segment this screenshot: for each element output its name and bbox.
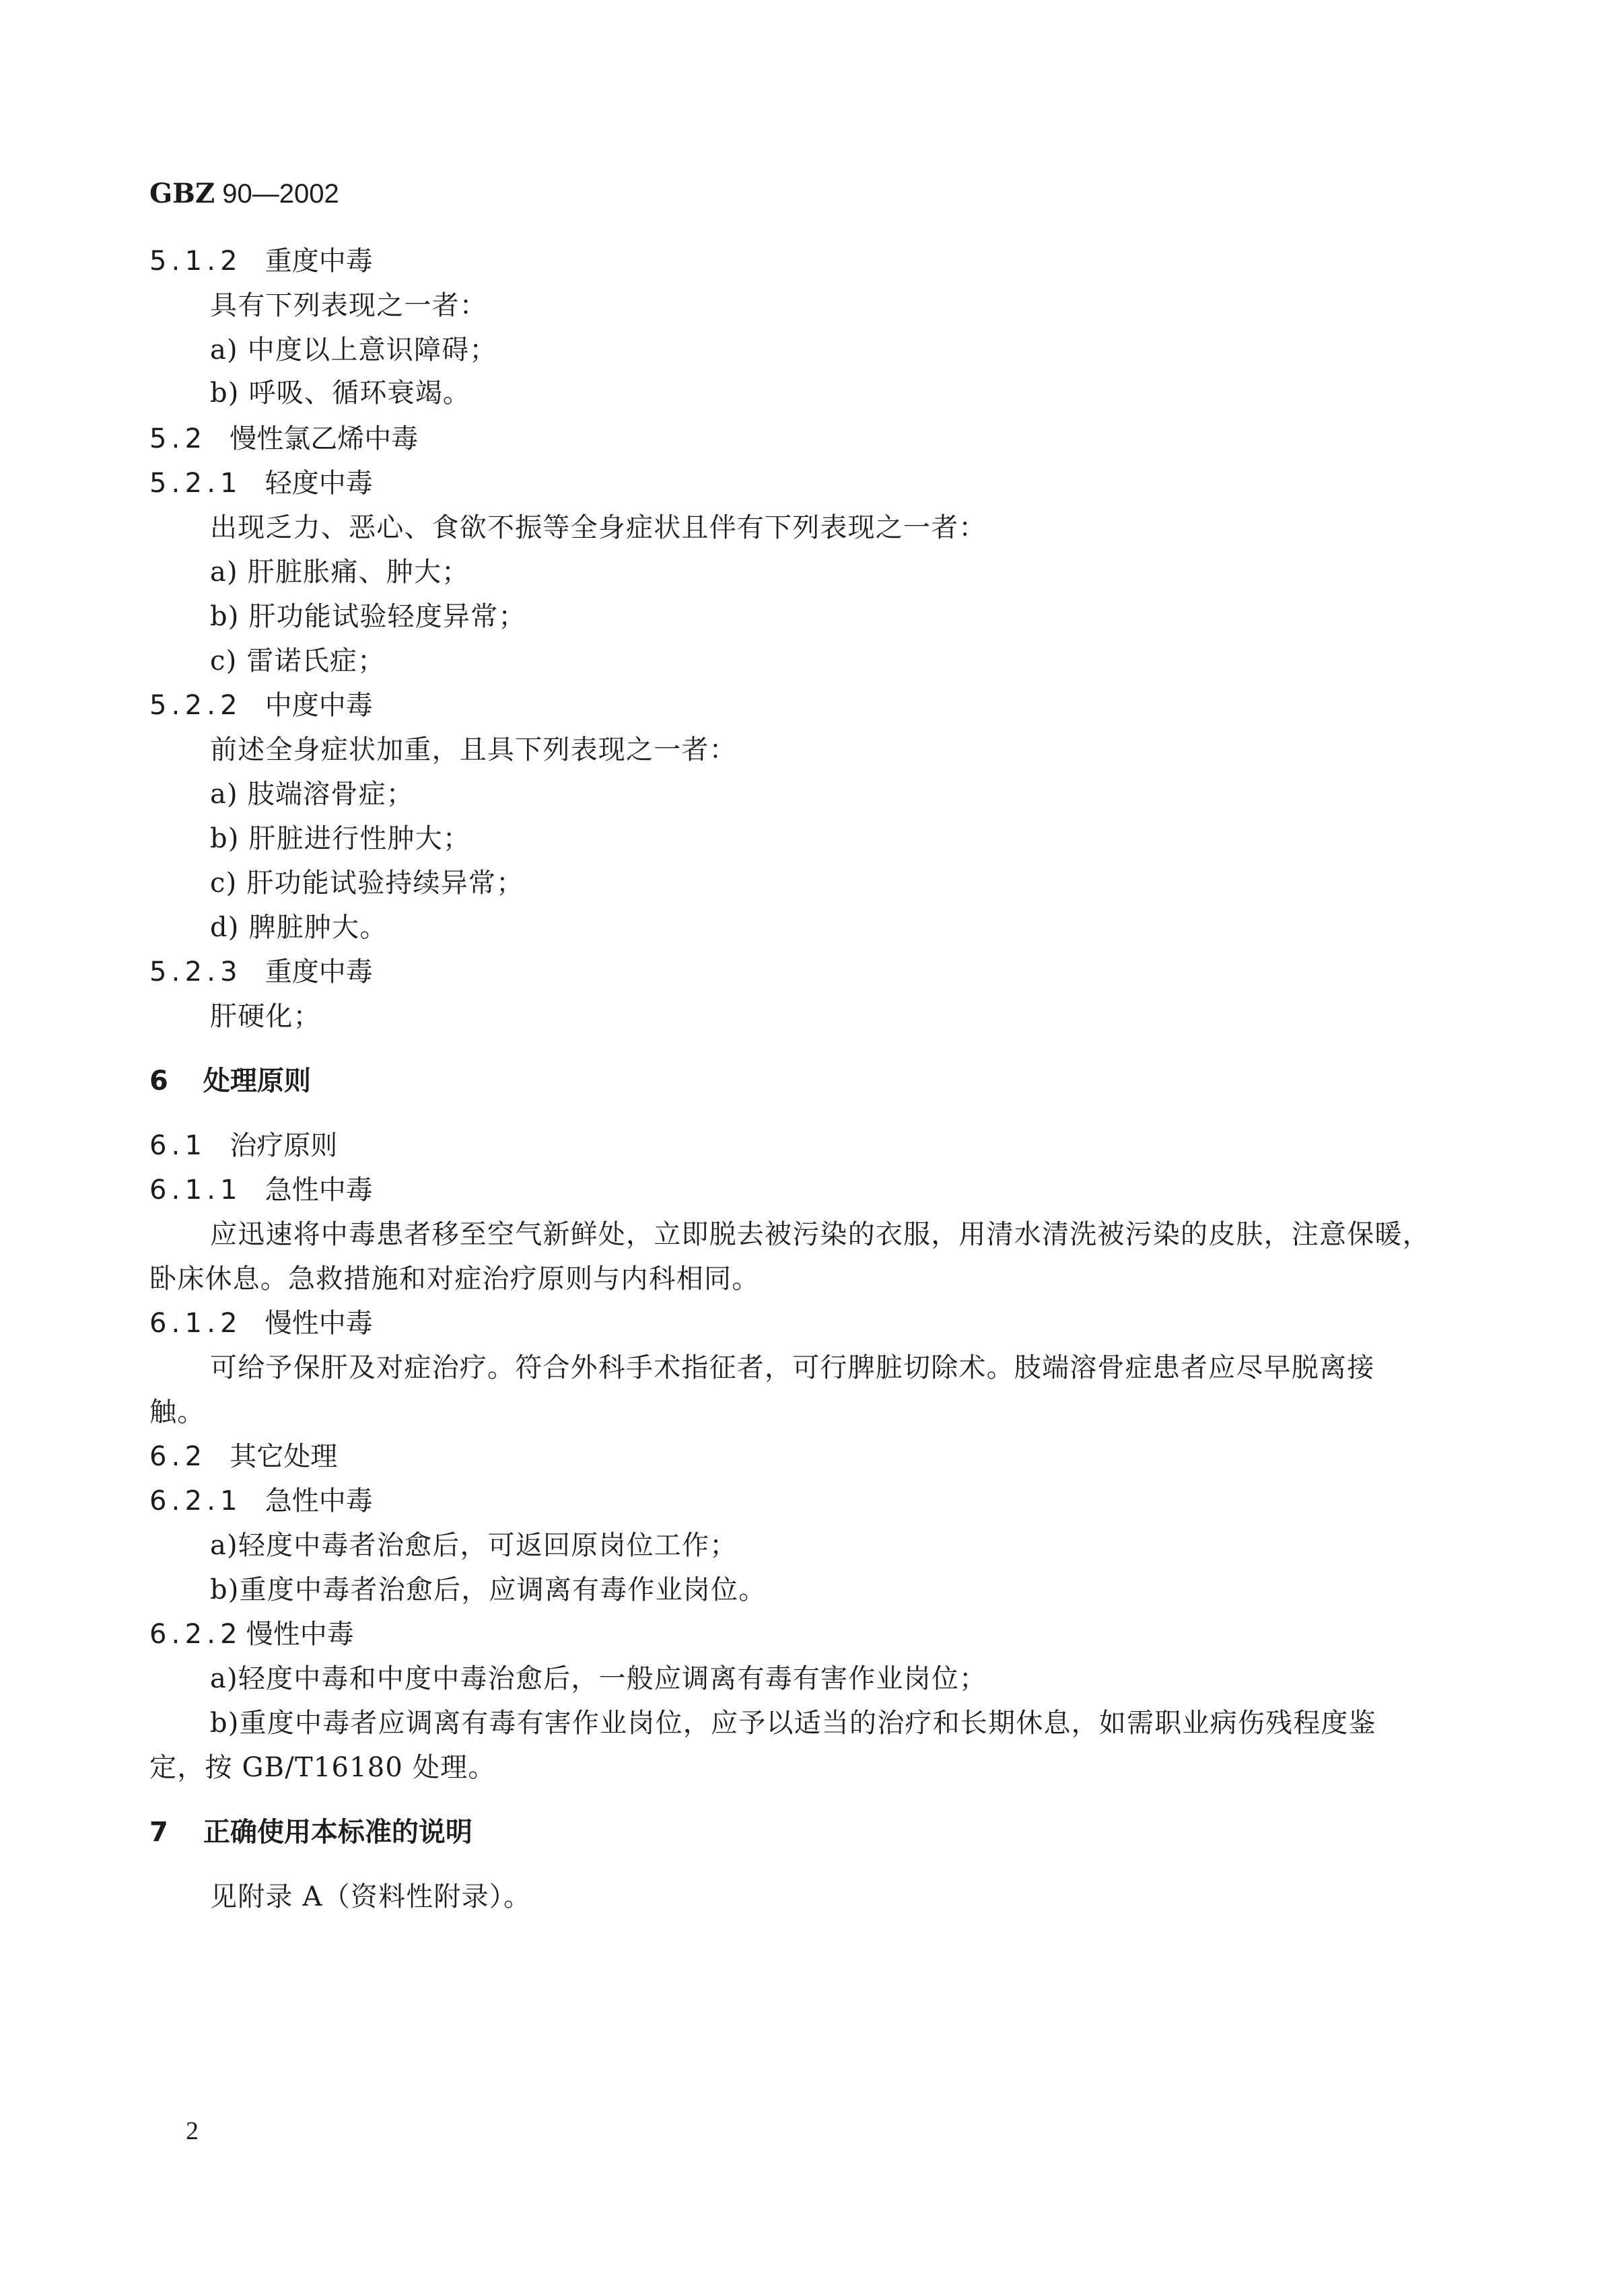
heading-5-2-1 <box>149 466 373 501</box>
section-title: 其它处理 <box>230 1441 338 1472</box>
section-number: 5.2 <box>149 423 207 454</box>
section-number: 5.2.2 <box>149 690 242 721</box>
section-number: 6 <box>149 1066 168 1097</box>
list-item: b) 肝功能试验轻度异常； <box>210 601 526 632</box>
section-title: 治疗原则 <box>230 1130 338 1161</box>
list-item: a) 肢端溶骨症； <box>210 779 414 810</box>
heading-5-2-2 <box>149 688 373 723</box>
section-title: 重度中毒 <box>265 246 373 277</box>
section-title: 正确使用本标准的说明 <box>203 1816 473 1848</box>
heading-6-2-2 <box>149 1617 354 1652</box>
section-title: 慢性中毒 <box>265 1308 373 1339</box>
page-number: 2 <box>186 2117 199 2145</box>
paragraph-continued: 定，按 GB/T16180 处理。 <box>149 1752 496 1783</box>
paragraph-continued: 触。 <box>149 1397 205 1428</box>
paragraph: 应迅速将中毒患者移至空气新鲜处，立即脱去被污染的衣服，用清水清洗被污染的皮肤，注意保暖， <box>210 1219 1430 1250</box>
heading-6-1-2 <box>149 1306 373 1341</box>
list-item: a)轻度中毒和中度中毒治愈后，一般应调离有毒有害作业岗位； <box>210 1663 987 1694</box>
section-number: 6.2 <box>149 1441 207 1472</box>
list-item: b)重度中毒者治愈后，应调离有毒作业岗位。 <box>210 1574 767 1605</box>
paragraph: 具有下列表现之一者： <box>210 290 487 321</box>
document-header <box>149 176 339 211</box>
section-title: 慢性氯乙烯中毒 <box>230 423 419 454</box>
section-title: 处理原则 <box>203 1065 311 1097</box>
section-title: 轻度中毒 <box>265 468 373 499</box>
heading-6-1-1 <box>149 1173 373 1208</box>
paragraph: 见附录 A（资料性附录）。 <box>210 1881 532 1912</box>
paragraph: 肝硬化； <box>210 1001 321 1032</box>
section-title: 急性中毒 <box>265 1175 373 1206</box>
heading-5-2 <box>149 421 418 456</box>
heading-5-1-2 <box>149 244 373 279</box>
section-title: 中度中毒 <box>265 690 373 721</box>
paragraph: 可给予保肝及对症治疗。符合外科手术指征者，可行脾脏切除术。肢端溶骨症患者应尽早脱离接 <box>210 1352 1375 1383</box>
heading-6-1 <box>149 1128 337 1163</box>
heading-5-2-3 <box>149 954 373 989</box>
list-item: c) 雷诺氏症； <box>210 646 386 676</box>
section-number: 5.2.1 <box>149 468 242 499</box>
paragraph: 前述全身症状加重，且具下列表现之一者： <box>210 734 737 765</box>
standard-code: GBZ <box>149 178 215 209</box>
section-title: 重度中毒 <box>265 956 373 987</box>
section-title: 慢性中毒 <box>246 1619 354 1650</box>
section-number: 5.2.3 <box>149 956 242 987</box>
heading-6 <box>149 1064 311 1099</box>
section-number: 6.1 <box>149 1130 207 1161</box>
section-title: 急性中毒 <box>265 1486 373 1517</box>
section-number: 6.2.1 <box>149 1486 242 1517</box>
heading-6-2 <box>149 1439 337 1474</box>
list-item: b)重度中毒者应调离有毒有害作业岗位，应予以适当的治疗和长期休息，如需职业病伤残程度鉴 <box>210 1708 1376 1739</box>
list-item: d) 脾脏肿大。 <box>210 912 388 943</box>
list-item: a) 中度以上意识障碍； <box>210 335 497 366</box>
heading-7 <box>149 1815 473 1850</box>
paragraph-continued: 卧床休息。急救措施和对症治疗原则与内科相同。 <box>149 1263 760 1294</box>
list-item: c) 肝功能试验持续异常； <box>210 868 524 899</box>
section-number: 6.2.2 <box>149 1619 242 1650</box>
heading-6-2-1 <box>149 1484 373 1519</box>
section-number: 6.1.1 <box>149 1175 242 1206</box>
section-number: 5.1.2 <box>149 246 242 277</box>
section-number: 6.1.2 <box>149 1308 242 1339</box>
list-item: a) 肝脏胀痛、肿大； <box>210 557 470 588</box>
section-number: 7 <box>149 1817 168 1848</box>
standard-number: 90—2002 <box>222 179 339 209</box>
list-item: b) 肝脏进行性肿大； <box>210 823 471 854</box>
paragraph: 出现乏力、恶心、食欲不振等全身症状且伴有下列表现之一者： <box>210 512 987 543</box>
list-item: a)轻度中毒者治愈后，可返回原岗位工作； <box>210 1530 738 1561</box>
list-item: b) 呼吸、循环衰竭。 <box>210 378 471 409</box>
